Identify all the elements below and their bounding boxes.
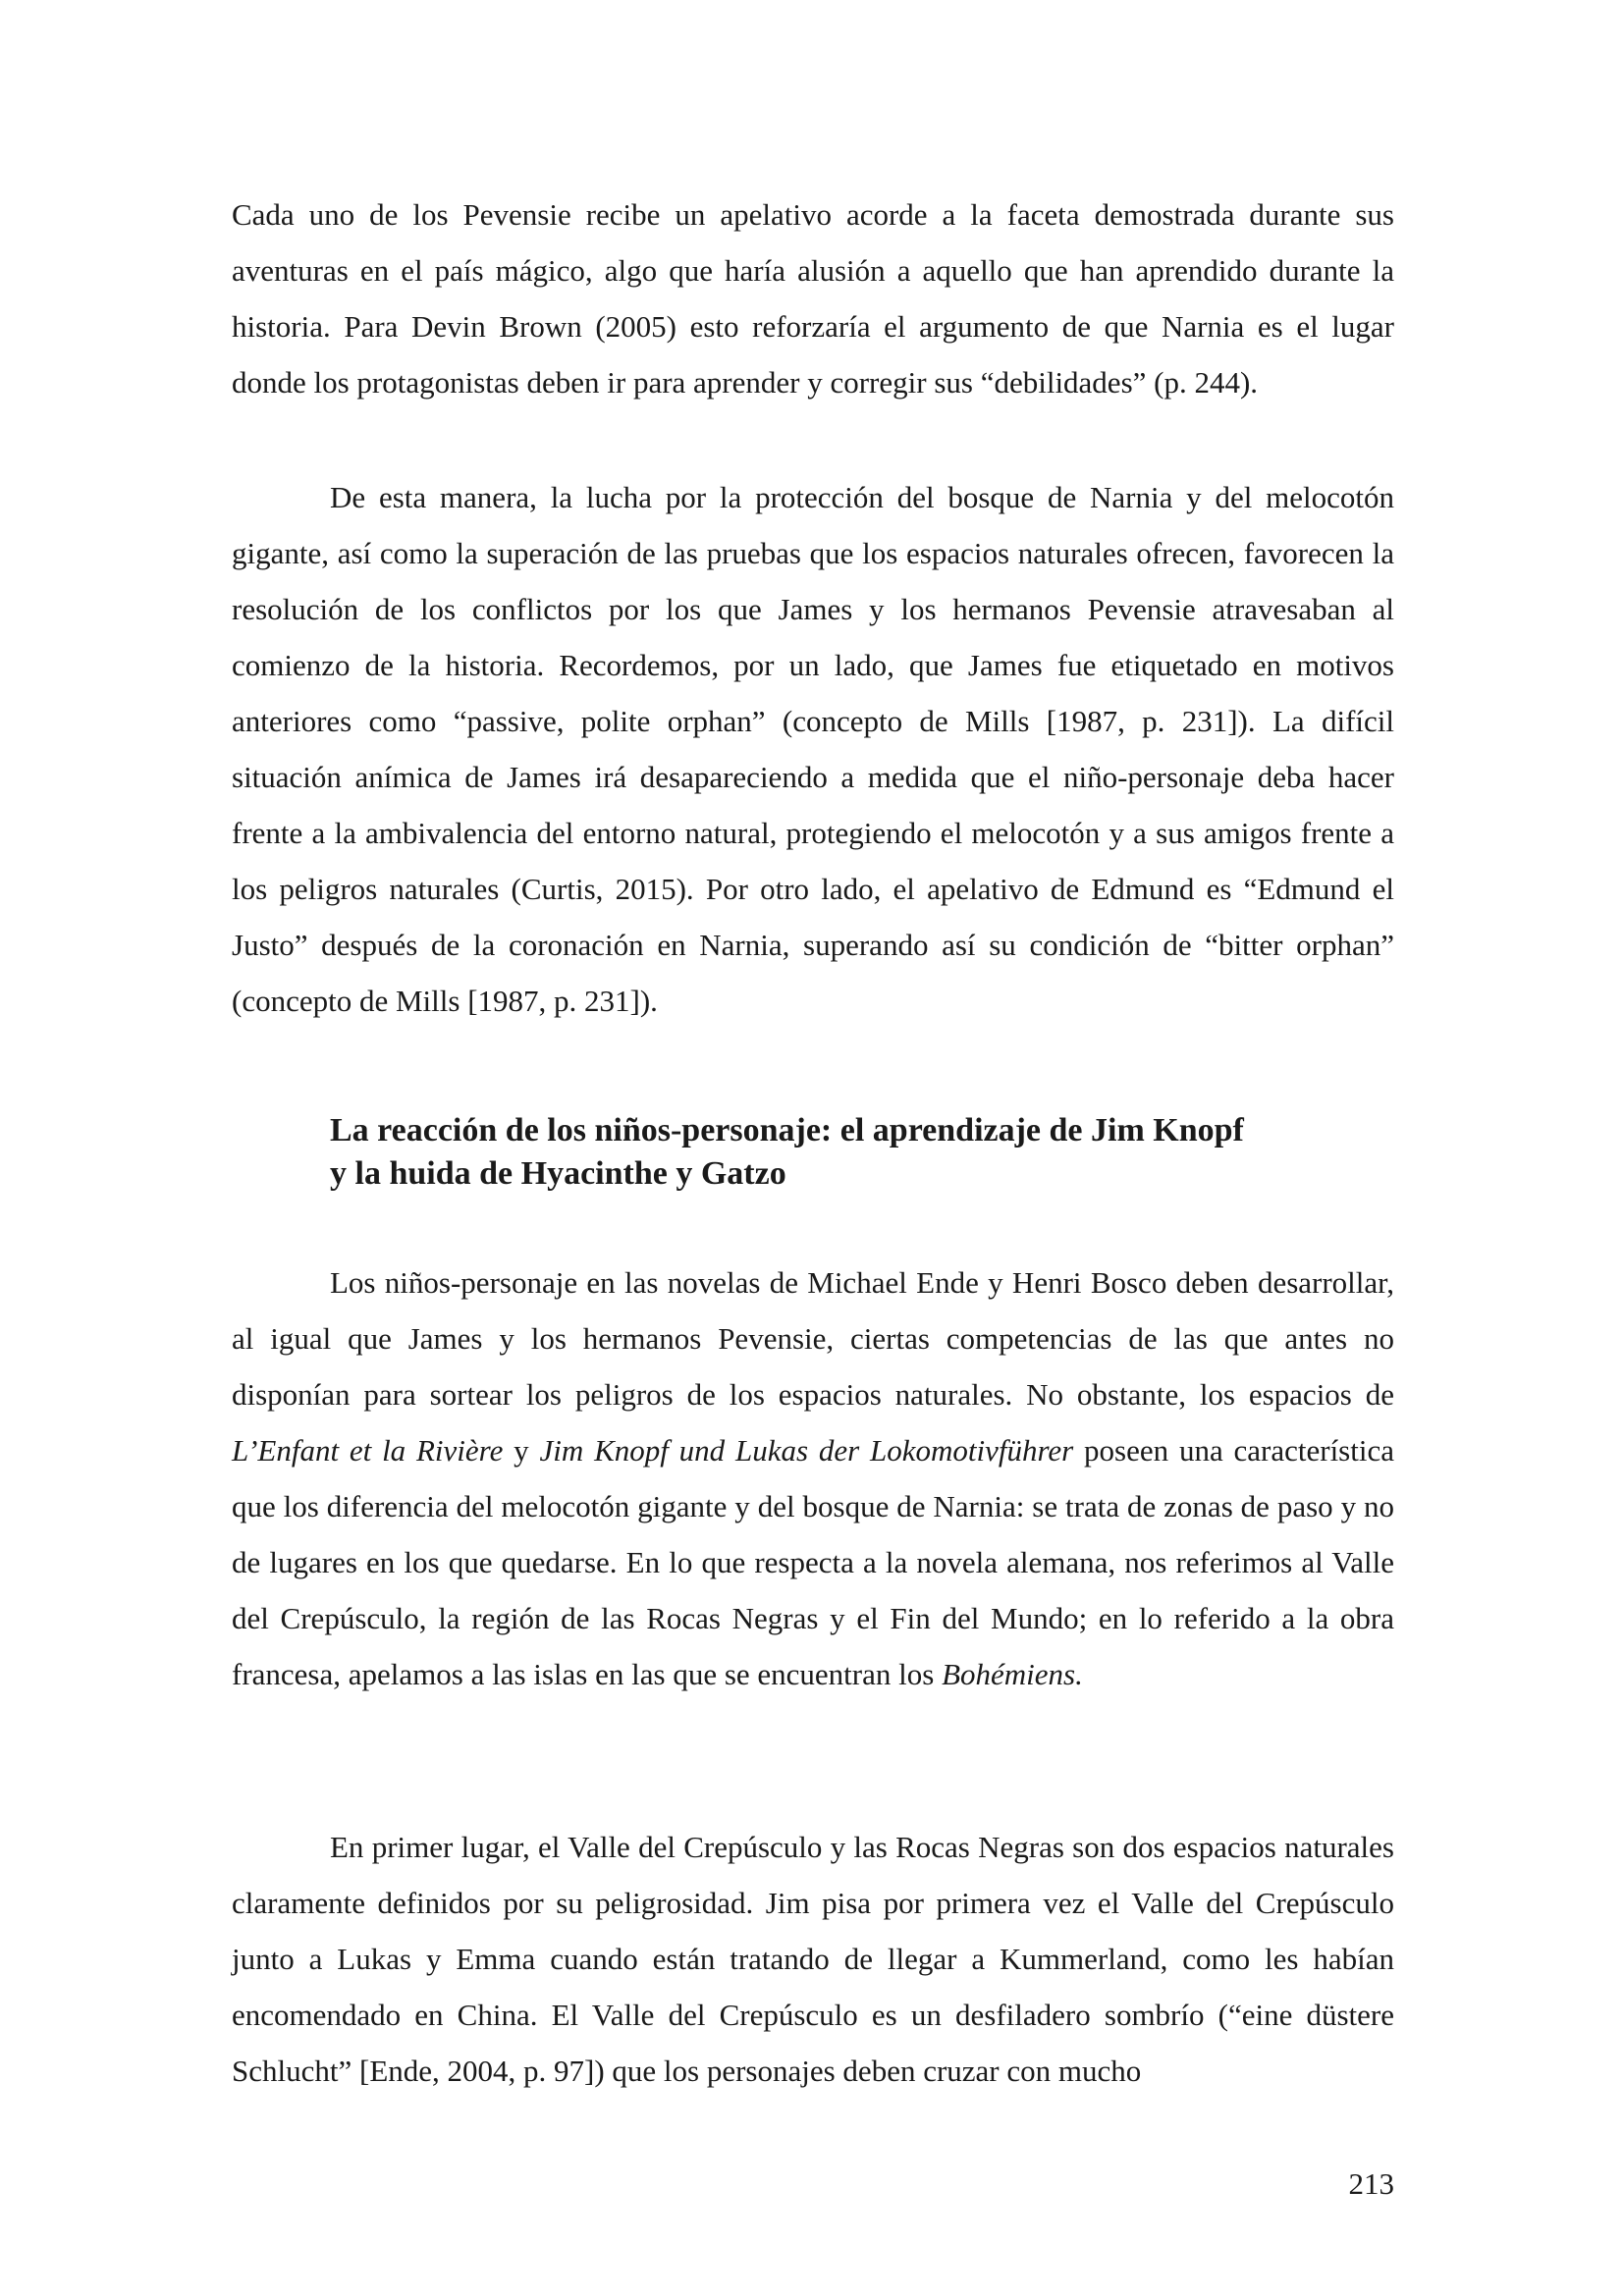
section-heading <box>330 1109 1394 1196</box>
page-number: 213 <box>1348 2166 1394 2201</box>
book-title-enfant-riviere: L’Enfant et la Rivière <box>232 1433 504 1468</box>
paragraph-3-text-b: y <box>503 1433 540 1468</box>
section-heading-line-1: La reacción de los niños-personaje: el aprendizaje de Jim Knopf <box>330 1112 1244 1148</box>
paragraph-3-text-a: Los niños-personaje en las novelas de Michael Ende y Henri Bosco deben desarrollar, al igual que James y los hermanos Pevensie, ciertas competencias de las que antes no disponían para sortear los peligros de los espacios naturales. No obstante, los espacios de <box>232 1265 1394 1412</box>
paragraph-3-text-c: poseen una característica que los diferencia del melocotón gigante y del bosque de Narnia: se trata de zonas de paso y no de lugares en los que quedarse. En lo que respecta a la novela alemana, nos referimos al Valle del Crepúsculo, la región de las Rocas Negras y el Fin del Mundo; en lo referido a la obra francesa, apelamos a las islas en las que se encuentran los <box>232 1433 1394 1691</box>
section-heading-line-2: y la huida de Hyacinthe y Gatzo <box>330 1155 786 1192</box>
book-title-jim-knopf: Jim Knopf und Lukas der Lokomotivführer <box>539 1433 1074 1468</box>
paragraph-2: De esta manera, la lucha por la protección del bosque de Narnia y del melocotón gigante, así como la superación de las pruebas que los espacios naturales ofrecen, favorecen la resolución de los conflictos por los que James y los hermanos Pevensie atravesaban al comienzo de la historia. Recordemos, por un lado, que James fue etiquetado en motivos anteriores como “passive, polite orphan” (concepto de Mills [1987, p. 231]). La difícil situación anímica de James irá desapareciendo a medida que el niño-personaje deba hacer frente a la ambivalencia del entorno natural, protegiendo el melocotón y a sus amigos frente a los peligros naturales (Curtis, 2015). Por otro lado, el apelativo de Edmund es “Edmund el Justo” después de la coronación en Narnia, superando así su condición de “bitter orphan” (concepto de Mills [1987, p. 231]). <box>232 480 1394 1018</box>
paragraph-3 <box>232 1255 1394 1702</box>
paragraph-1: Cada uno de los Pevensie recibe un apelativo acorde a la faceta demostrada durante sus aventuras en el país mágico, algo que haría alusión a aquello que han aprendido durante la historia. Para Devin Brown (2005) esto reforzaría el argumento de que Narnia es el lugar donde los protagonistas deben ir para aprender y corregir sus “debilidades” (p. 244). <box>232 197 1394 400</box>
term-bohemiens: Bohémiens. <box>942 1657 1083 1691</box>
paragraph-4: En primer lugar, el Valle del Crepúsculo y las Rocas Negras son dos espacios naturales claramente definidos por su peligrosidad. Jim pisa por primera vez el Valle del Crepúsculo junto a Lukas y Emma cuando están tratando de llegar a Kummerland, como les habían encomendado en China. El Valle del Crepúsculo es un desfiladero sombrío (“eine düstere Schlucht” [Ende, 2004, p. 97]) que los personajes deben cruzar con mucho <box>232 1830 1394 2088</box>
